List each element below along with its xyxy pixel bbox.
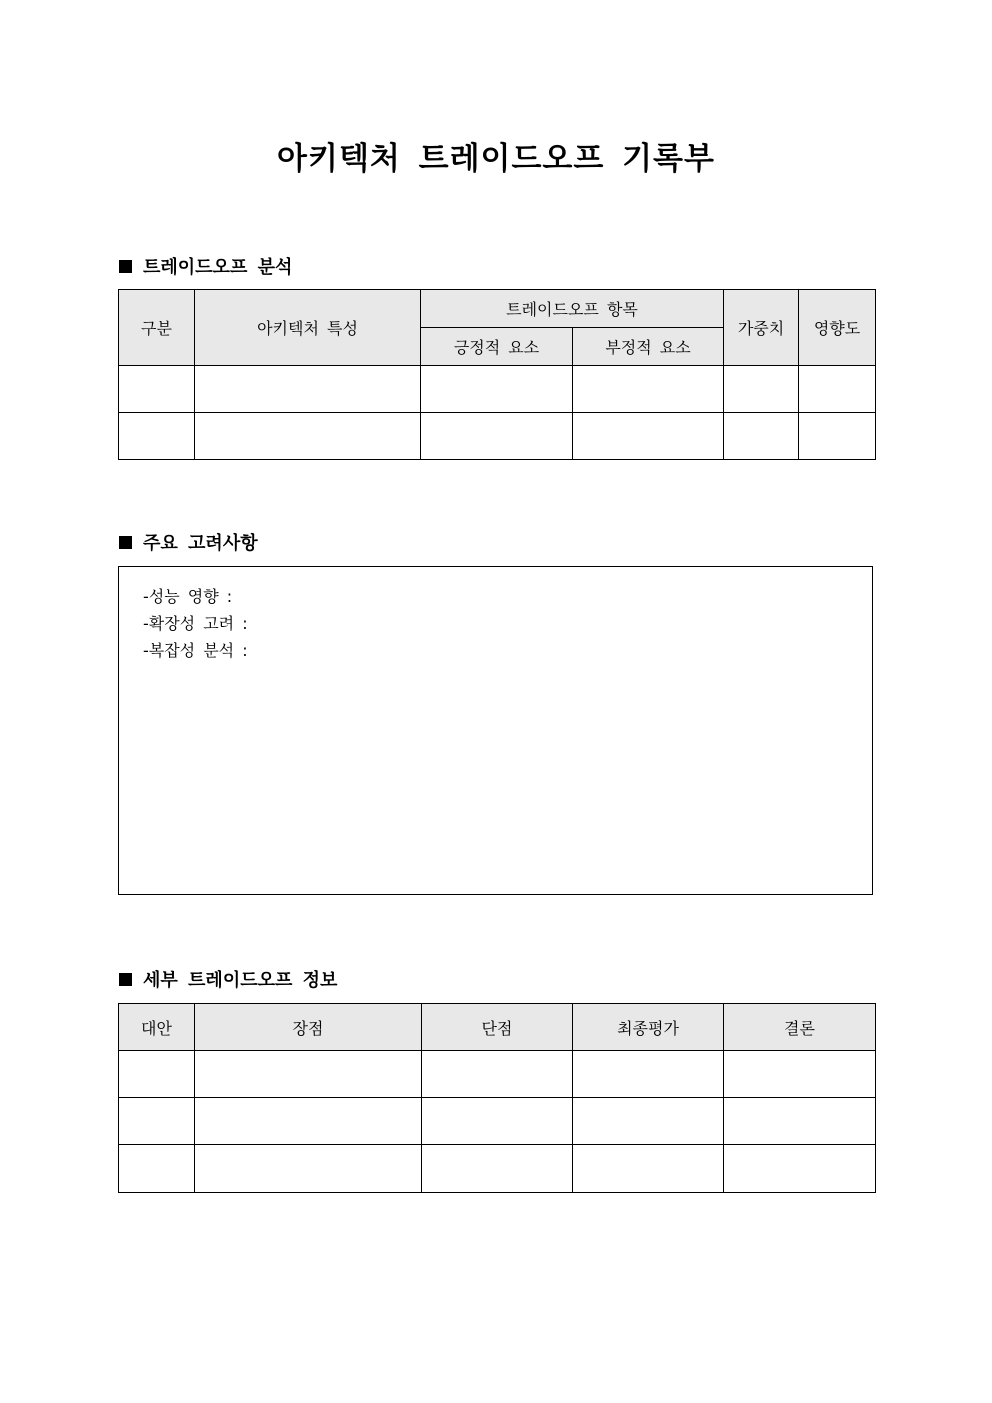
header-positive: 긍정적 요소: [421, 328, 573, 366]
complexity-line: -복잡성 분석 :: [143, 641, 248, 660]
table-cell[interactable]: [195, 1145, 422, 1193]
tradeoff-analysis-table: [118, 289, 876, 460]
square-bullet-icon: [119, 536, 132, 549]
header-alternative: 대안: [119, 1004, 195, 1051]
table-row: [119, 1145, 876, 1193]
table-cell[interactable]: [421, 413, 573, 460]
table-cell[interactable]: [119, 1145, 195, 1193]
scalability-line: -확장성 고려 :: [143, 614, 248, 633]
header-final-evaluation: 최종평가: [573, 1004, 724, 1051]
table-cell[interactable]: [573, 1145, 724, 1193]
square-bullet-icon: [119, 260, 132, 273]
header-category: 구분: [119, 290, 195, 366]
table-cell[interactable]: [422, 1145, 573, 1193]
table-cell[interactable]: [573, 366, 724, 413]
table-row: [119, 366, 876, 413]
table-cell[interactable]: [573, 1098, 724, 1145]
table-cell[interactable]: [195, 1098, 422, 1145]
table-cell[interactable]: [799, 366, 876, 413]
table-cell[interactable]: [119, 1051, 195, 1098]
table-cell[interactable]: [195, 1051, 422, 1098]
table-cell[interactable]: [573, 1051, 724, 1098]
header-cons: 단점: [422, 1004, 573, 1051]
table-cell[interactable]: [119, 1098, 195, 1145]
considerations-section-heading: [119, 529, 258, 555]
document-title: 아키텍처 트레이드오프 기록부: [277, 141, 715, 177]
table-cell[interactable]: [195, 366, 421, 413]
table-cell[interactable]: [422, 1098, 573, 1145]
detail-heading-text: 세부 트레이드오프 정보: [143, 970, 338, 991]
header-negative: 부정적 요소: [573, 328, 724, 366]
analysis-section-heading: [119, 253, 292, 279]
table-cell[interactable]: [724, 1051, 876, 1098]
table-cell[interactable]: [724, 1098, 876, 1145]
table-row: [119, 1098, 876, 1145]
table-cell[interactable]: [195, 413, 421, 460]
header-pros: 장점: [195, 1004, 422, 1051]
considerations-box[interactable]: [118, 566, 873, 895]
header-conclusion: 결론: [724, 1004, 876, 1051]
detail-tradeoff-table: [118, 1003, 876, 1193]
table-cell[interactable]: [799, 413, 876, 460]
table-cell[interactable]: [724, 1145, 876, 1193]
considerations-heading-text: 주요 고려사항: [143, 533, 258, 554]
table-cell[interactable]: [119, 413, 195, 460]
analysis-heading-text: 트레이드오프 분석: [143, 257, 293, 278]
table-cell[interactable]: [422, 1051, 573, 1098]
header-impact: 영향도: [799, 290, 876, 366]
detail-section-heading: [119, 966, 337, 992]
table-cell[interactable]: [724, 366, 799, 413]
header-weight: 가중치: [724, 290, 799, 366]
table-cell[interactable]: [421, 366, 573, 413]
header-characteristic: 아키텍처 특성: [195, 290, 421, 366]
table-row: [119, 413, 876, 460]
table-cell[interactable]: [724, 413, 799, 460]
square-bullet-icon: [119, 973, 132, 986]
header-tradeoff-items: 트레이드오프 항목: [421, 290, 724, 328]
performance-impact-line: -성능 영향 :: [143, 587, 233, 606]
table-cell[interactable]: [573, 413, 724, 460]
table-cell[interactable]: [119, 366, 195, 413]
table-row: [119, 1051, 876, 1098]
